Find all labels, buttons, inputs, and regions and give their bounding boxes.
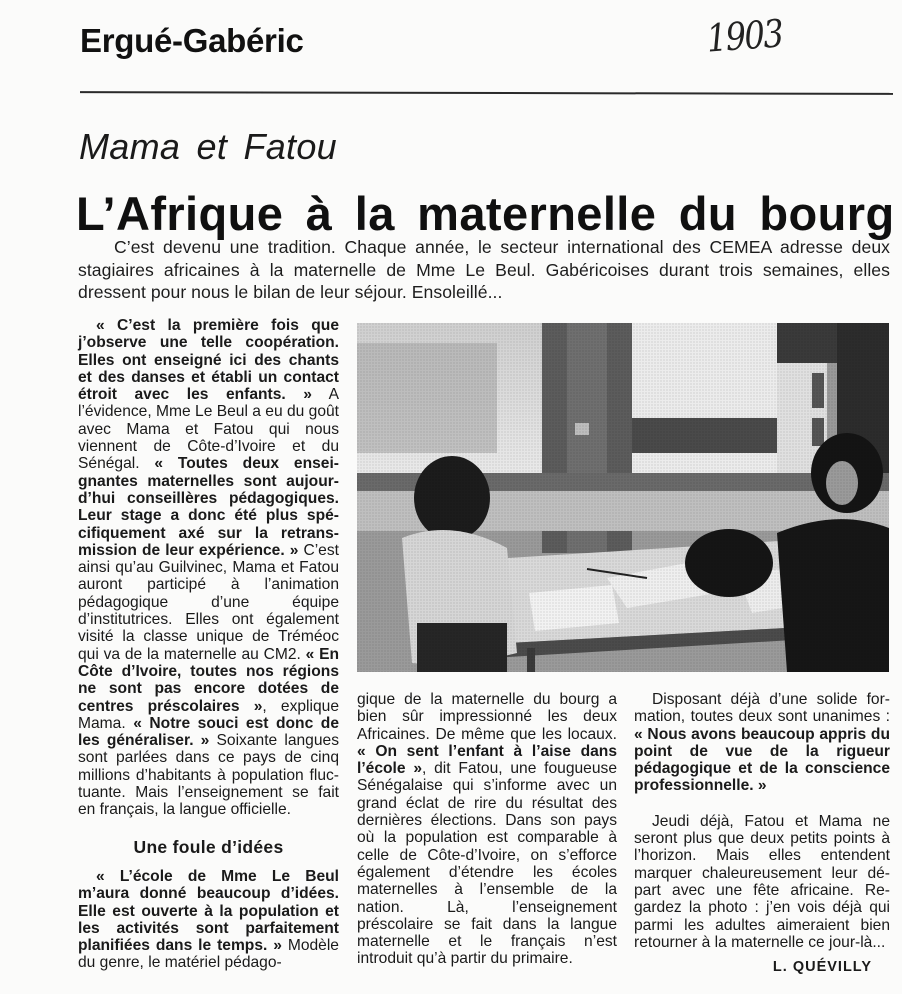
classroom-photo-illustration xyxy=(357,323,889,672)
column2-paragraph-1 xyxy=(357,691,617,968)
article-headline: L’Afrique à la maternelle du bourg xyxy=(76,187,895,240)
text-explique: , explique Mama. xyxy=(78,697,339,732)
article-column-3 xyxy=(634,691,890,976)
article-column-1 xyxy=(78,317,339,972)
subheading-foule-idees: Une foule d’idées xyxy=(133,836,284,857)
author-signature: L. QUÉVILLY xyxy=(772,959,872,976)
locality-heading: Ergué-Gabéric xyxy=(80,22,304,59)
text-fatou-senegalaise: , dit Fatou, une fougueuse Sénégalaise qui s’informe avec un grand éclat de rire du résultat des dernières élections. Dans son pays où la population est comparable à celle de Côte-d’Ivoire, on s’efforce également d’étendre les écoles maternelles à l’ensemble de la nation. Là, l’enseignement préscolaire se fait dans la langue maternelle et le français n’est introduit qu’à partir du primaire. xyxy=(357,760,617,968)
text-disposant: Disposant déjà d’une solide formation, toutes deux sont unanimes : xyxy=(634,691,890,726)
article-photo xyxy=(357,323,889,672)
quote-conseilleres: « Toutes deux enseignantes maternelles sont aujourd’hui conseillères pédagogiques. Leur stage a donc été plus spécifiquement axé sur la retransmission de leur expérience. » xyxy=(78,455,339,559)
text-pedagogique: gique de la maternelle du bourg a bien sûr impressionné les deux Africaines. De même que les locaux. xyxy=(357,691,617,743)
quote-generaliser: « Notre souci est donc de les généraliser. » xyxy=(78,714,339,750)
article-kicker: Mama et Fatou xyxy=(79,126,338,167)
article-intro xyxy=(78,236,890,304)
quote-enfant-aise: « On sent l’enfant à l’aise dans l’école » xyxy=(357,742,617,778)
column3-paragraph-1 xyxy=(634,691,890,795)
column1-paragraph-1 xyxy=(78,317,339,819)
handwritten-year-note: 1903 xyxy=(705,11,784,61)
column3-paragraph-2: Jeudi déjà, Fatou et Mama ne seront plus que deux petits points à l’horizon. Mais elles entendent marquer chaleureusement leur départ avec une fête africaine. Regardez la photo : j’en vois déjà qui parmi les adultes aimeraient bien retourner à la maternelle ce jour-là... xyxy=(634,812,890,951)
text-modele: Modèle du genre, le matériel pédago- xyxy=(78,937,339,972)
quote-cooperation: « C’est la première fois que j’observe une telle coopération. Elles ont enseigné ici des chants et des danses et établi un contact étroit avec les enfants. » xyxy=(78,317,339,404)
quote-ecole-le-beul: « L’école de Mme Le Beul m’aura donné beaucoup d’idées. Elle est ouverte à la population et les activités sont parfaitement planifiées dans le temps. » xyxy=(78,867,339,955)
text-langues: Soixante langues sont parlées dans ce pays de cinq millions d’habitants à population fluctuante. Mais l’enseignement se fait en français, la langue officielle. xyxy=(78,732,339,819)
article-column-2 xyxy=(357,691,617,968)
intro-text: C’est devenu une tradition. Chaque année, le secteur international des CEMEA adresse deux stagiaires africaines à la maternelle de Mme Le Beul. Gabéricoises durant trois semaines, elles dressent pour nous le bilan de leur séjour. Ensoleillé... xyxy=(78,237,890,302)
text-guilvinec: C’est ainsi qu’au Guilvinec, Mama et Fatou auront participé à l’animation pédagogique d’une équipe d’institutrices. Elles ont également visité la classe unique de Tréméoc qui va de la maternelle au CM2. xyxy=(78,541,339,663)
column1-paragraph-2 xyxy=(78,868,339,972)
header-rule-divider xyxy=(80,91,893,95)
quote-cote-divoire: « En Côte d’Ivoire, toutes nos régions ne sont pas encore dotées de centres préscolaires » xyxy=(78,645,340,715)
paragraph-gap xyxy=(634,795,890,813)
text-evidence: A l’évidence, Mme Le Beul a eu du goût avec Mama et Fatou qui nous viennent de Côte-d’Ivoire et du Sénégal. xyxy=(78,386,340,473)
quote-rigueur: « Nous avons beaucoup appris du point de vue de la rigueur pédagogique et de la conscience professionnelle. » xyxy=(634,725,890,795)
